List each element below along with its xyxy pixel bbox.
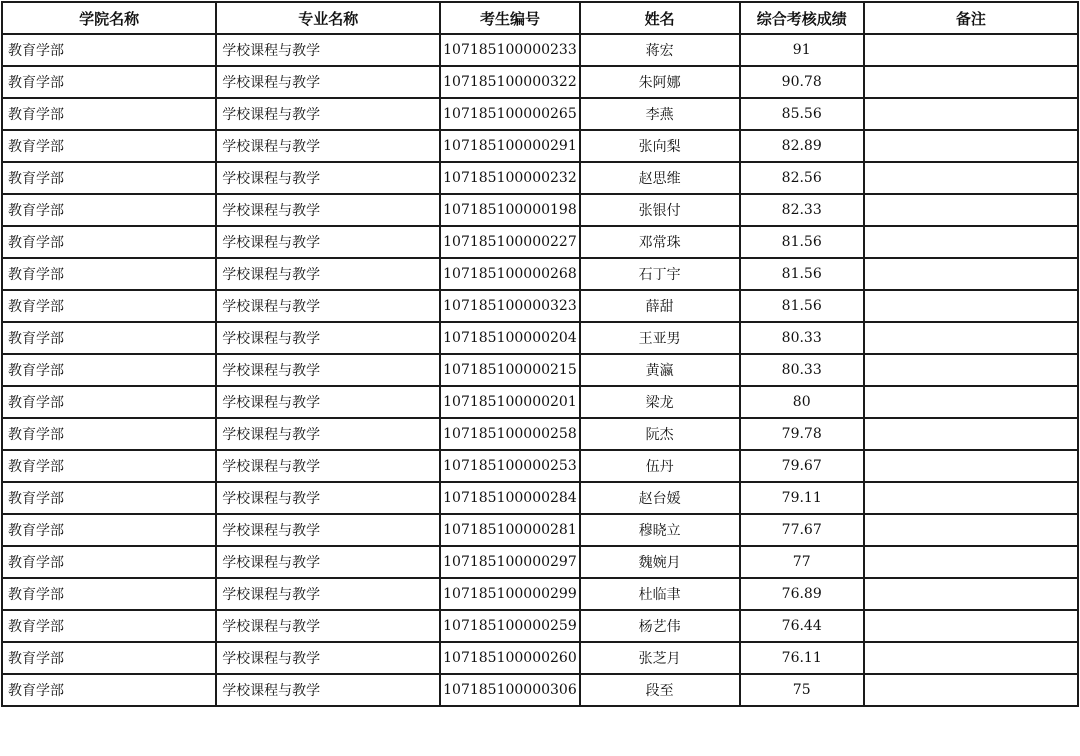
cell-remark bbox=[864, 130, 1078, 162]
header-college: 学院名称 bbox=[2, 2, 216, 34]
cell-college: 教育学部 bbox=[2, 610, 216, 642]
cell-college: 教育学部 bbox=[2, 258, 216, 290]
cell-score: 82.89 bbox=[740, 130, 864, 162]
cell-remark bbox=[864, 482, 1078, 514]
table-row bbox=[2, 482, 1078, 514]
cell-name: 伍丹 bbox=[580, 450, 740, 482]
cell-college: 教育学部 bbox=[2, 66, 216, 98]
cell-score: 80.33 bbox=[740, 322, 864, 354]
cell-score: 79.78 bbox=[740, 418, 864, 450]
table-row bbox=[2, 66, 1078, 98]
cell-remark bbox=[864, 386, 1078, 418]
cell-candidate-id: 107185100000227 bbox=[440, 226, 579, 258]
cell-remark bbox=[864, 610, 1078, 642]
cell-college: 教育学部 bbox=[2, 514, 216, 546]
cell-score: 80.33 bbox=[740, 354, 864, 386]
cell-college: 教育学部 bbox=[2, 578, 216, 610]
cell-remark bbox=[864, 674, 1078, 706]
cell-score: 81.56 bbox=[740, 290, 864, 322]
cell-candidate-id: 107185100000201 bbox=[440, 386, 579, 418]
header-row bbox=[2, 2, 1078, 34]
cell-candidate-id: 107185100000268 bbox=[440, 258, 579, 290]
table-row bbox=[2, 162, 1078, 194]
cell-college: 教育学部 bbox=[2, 642, 216, 674]
table-row bbox=[2, 258, 1078, 290]
cell-major: 学校课程与教学 bbox=[216, 226, 440, 258]
cell-name: 赵思维 bbox=[580, 162, 740, 194]
header-major: 专业名称 bbox=[216, 2, 440, 34]
table-row bbox=[2, 98, 1078, 130]
cell-name: 薛甜 bbox=[580, 290, 740, 322]
cell-major: 学校课程与教学 bbox=[216, 354, 440, 386]
cell-major: 学校课程与教学 bbox=[216, 482, 440, 514]
cell-remark bbox=[864, 546, 1078, 578]
cell-college: 教育学部 bbox=[2, 674, 216, 706]
cell-major: 学校课程与教学 bbox=[216, 34, 440, 66]
cell-remark bbox=[864, 258, 1078, 290]
cell-remark bbox=[864, 642, 1078, 674]
table-row bbox=[2, 418, 1078, 450]
cell-candidate-id: 107185100000291 bbox=[440, 130, 579, 162]
cell-remark bbox=[864, 322, 1078, 354]
cell-major: 学校课程与教学 bbox=[216, 514, 440, 546]
cell-candidate-id: 107185100000253 bbox=[440, 450, 579, 482]
cell-major: 学校课程与教学 bbox=[216, 66, 440, 98]
table-row bbox=[2, 130, 1078, 162]
cell-college: 教育学部 bbox=[2, 194, 216, 226]
table-row bbox=[2, 194, 1078, 226]
cell-college: 教育学部 bbox=[2, 354, 216, 386]
cell-candidate-id: 107185100000299 bbox=[440, 578, 579, 610]
cell-major: 学校课程与教学 bbox=[216, 610, 440, 642]
cell-college: 教育学部 bbox=[2, 546, 216, 578]
cell-remark bbox=[864, 578, 1078, 610]
table-row bbox=[2, 578, 1078, 610]
cell-score: 81.56 bbox=[740, 226, 864, 258]
cell-score: 79.11 bbox=[740, 482, 864, 514]
cell-major: 学校课程与教学 bbox=[216, 258, 440, 290]
table-row bbox=[2, 674, 1078, 706]
cell-remark bbox=[864, 194, 1078, 226]
cell-major: 学校课程与教学 bbox=[216, 642, 440, 674]
cell-name: 黄瀛 bbox=[580, 354, 740, 386]
cell-name: 石丁宇 bbox=[580, 258, 740, 290]
cell-candidate-id: 107185100000215 bbox=[440, 354, 579, 386]
cell-candidate-id: 107185100000260 bbox=[440, 642, 579, 674]
cell-name: 魏婉月 bbox=[580, 546, 740, 578]
cell-remark bbox=[864, 226, 1078, 258]
cell-score: 76.89 bbox=[740, 578, 864, 610]
cell-score: 82.56 bbox=[740, 162, 864, 194]
table-row bbox=[2, 226, 1078, 258]
cell-name: 张向梨 bbox=[580, 130, 740, 162]
table-row bbox=[2, 34, 1078, 66]
cell-major: 学校课程与教学 bbox=[216, 386, 440, 418]
cell-name: 邓常珠 bbox=[580, 226, 740, 258]
table-row bbox=[2, 386, 1078, 418]
cell-candidate-id: 107185100000323 bbox=[440, 290, 579, 322]
cell-candidate-id: 107185100000198 bbox=[440, 194, 579, 226]
cell-name: 蒋宏 bbox=[580, 34, 740, 66]
cell-score: 85.56 bbox=[740, 98, 864, 130]
cell-college: 教育学部 bbox=[2, 482, 216, 514]
cell-candidate-id: 107185100000297 bbox=[440, 546, 579, 578]
cell-major: 学校课程与教学 bbox=[216, 322, 440, 354]
cell-candidate-id: 107185100000259 bbox=[440, 610, 579, 642]
cell-college: 教育学部 bbox=[2, 226, 216, 258]
cell-candidate-id: 107185100000265 bbox=[440, 98, 579, 130]
score-table bbox=[1, 1, 1079, 707]
table-body bbox=[2, 34, 1078, 706]
cell-score: 77.67 bbox=[740, 514, 864, 546]
cell-major: 学校课程与教学 bbox=[216, 578, 440, 610]
cell-college: 教育学部 bbox=[2, 98, 216, 130]
cell-remark bbox=[864, 98, 1078, 130]
cell-score: 91 bbox=[740, 34, 864, 66]
cell-score: 81.56 bbox=[740, 258, 864, 290]
cell-candidate-id: 107185100000258 bbox=[440, 418, 579, 450]
cell-remark bbox=[864, 290, 1078, 322]
cell-candidate-id: 107185100000204 bbox=[440, 322, 579, 354]
cell-name: 李燕 bbox=[580, 98, 740, 130]
cell-name: 赵台媛 bbox=[580, 482, 740, 514]
cell-college: 教育学部 bbox=[2, 290, 216, 322]
cell-name: 杨艺伟 bbox=[580, 610, 740, 642]
cell-college: 教育学部 bbox=[2, 34, 216, 66]
cell-candidate-id: 107185100000232 bbox=[440, 162, 579, 194]
cell-college: 教育学部 bbox=[2, 130, 216, 162]
table-row bbox=[2, 322, 1078, 354]
cell-remark bbox=[864, 450, 1078, 482]
cell-remark bbox=[864, 354, 1078, 386]
cell-major: 学校课程与教学 bbox=[216, 194, 440, 226]
cell-score: 82.33 bbox=[740, 194, 864, 226]
cell-remark bbox=[864, 34, 1078, 66]
cell-college: 教育学部 bbox=[2, 450, 216, 482]
header-score: 综合考核成绩 bbox=[740, 2, 864, 34]
cell-name: 王亚男 bbox=[580, 322, 740, 354]
cell-major: 学校课程与教学 bbox=[216, 130, 440, 162]
cell-major: 学校课程与教学 bbox=[216, 450, 440, 482]
cell-score: 76.11 bbox=[740, 642, 864, 674]
cell-score: 90.78 bbox=[740, 66, 864, 98]
cell-major: 学校课程与教学 bbox=[216, 98, 440, 130]
cell-candidate-id: 107185100000306 bbox=[440, 674, 579, 706]
cell-name: 阮杰 bbox=[580, 418, 740, 450]
cell-major: 学校课程与教学 bbox=[216, 290, 440, 322]
cell-remark bbox=[864, 66, 1078, 98]
table-row bbox=[2, 642, 1078, 674]
table-header bbox=[2, 2, 1078, 34]
table-row bbox=[2, 546, 1078, 578]
cell-candidate-id: 107185100000284 bbox=[440, 482, 579, 514]
cell-name: 张芝月 bbox=[580, 642, 740, 674]
table-row bbox=[2, 610, 1078, 642]
cell-score: 77 bbox=[740, 546, 864, 578]
cell-name: 朱阿娜 bbox=[580, 66, 740, 98]
cell-name: 张银付 bbox=[580, 194, 740, 226]
cell-score: 75 bbox=[740, 674, 864, 706]
table-row bbox=[2, 354, 1078, 386]
cell-college: 教育学部 bbox=[2, 418, 216, 450]
cell-name: 杜临聿 bbox=[580, 578, 740, 610]
header-candidate-id: 考生编号 bbox=[440, 2, 579, 34]
header-name: 姓名 bbox=[580, 2, 740, 34]
table-row bbox=[2, 514, 1078, 546]
cell-major: 学校课程与教学 bbox=[216, 418, 440, 450]
cell-candidate-id: 107185100000233 bbox=[440, 34, 579, 66]
cell-college: 教育学部 bbox=[2, 386, 216, 418]
cell-name: 穆晓立 bbox=[580, 514, 740, 546]
cell-major: 学校课程与教学 bbox=[216, 162, 440, 194]
cell-score: 80 bbox=[740, 386, 864, 418]
table-row bbox=[2, 450, 1078, 482]
cell-candidate-id: 107185100000322 bbox=[440, 66, 579, 98]
cell-name: 梁龙 bbox=[580, 386, 740, 418]
cell-remark bbox=[864, 418, 1078, 450]
cell-remark bbox=[864, 514, 1078, 546]
cell-major: 学校课程与教学 bbox=[216, 546, 440, 578]
cell-score: 79.67 bbox=[740, 450, 864, 482]
cell-candidate-id: 107185100000281 bbox=[440, 514, 579, 546]
cell-remark bbox=[864, 162, 1078, 194]
cell-college: 教育学部 bbox=[2, 162, 216, 194]
cell-major: 学校课程与教学 bbox=[216, 674, 440, 706]
cell-score: 76.44 bbox=[740, 610, 864, 642]
header-remark: 备注 bbox=[864, 2, 1078, 34]
cell-college: 教育学部 bbox=[2, 322, 216, 354]
table-row bbox=[2, 290, 1078, 322]
cell-name: 段至 bbox=[580, 674, 740, 706]
